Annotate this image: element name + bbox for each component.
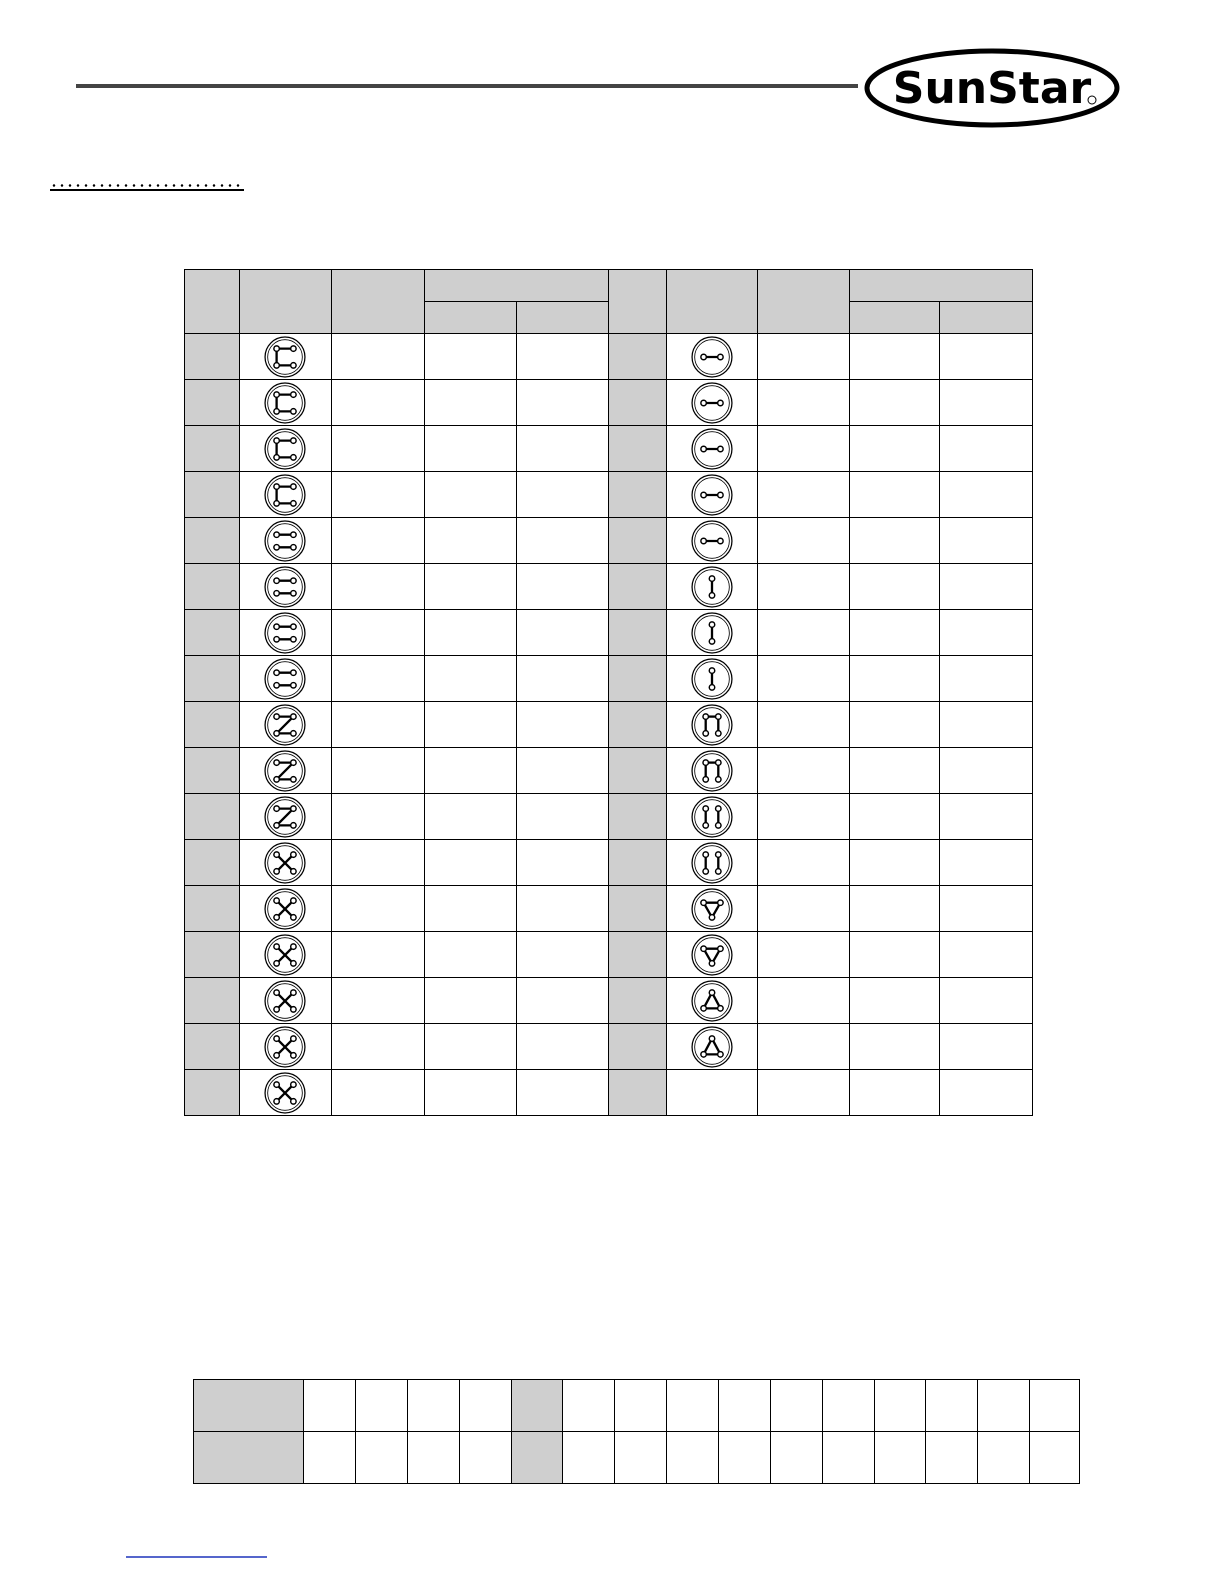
size-y-left	[516, 794, 609, 840]
code-cell-right	[758, 472, 850, 518]
pattern-icon-right	[667, 656, 758, 702]
size-y-left	[516, 978, 609, 1024]
code-cell-left	[331, 794, 424, 840]
bottom-cell	[459, 1380, 511, 1432]
sunstar-logo	[864, 48, 1120, 128]
row-number-left	[185, 656, 240, 702]
four-hole-horizontal-icon	[264, 612, 306, 654]
code-cell-left	[331, 610, 424, 656]
size-x-right	[850, 1070, 940, 1116]
table-row	[185, 748, 1033, 794]
footer-link-underline[interactable]	[126, 1556, 267, 1558]
bottom-cell	[407, 1432, 459, 1484]
pattern-icon-left	[239, 748, 331, 794]
row-number-left	[185, 794, 240, 840]
bottom-cell	[1030, 1432, 1080, 1484]
four-hole-parallel-icon	[264, 336, 306, 378]
pattern-icon-right	[667, 610, 758, 656]
code-cell-left	[331, 1024, 424, 1070]
row-number-left	[185, 932, 240, 978]
code-cell-left	[331, 472, 424, 518]
pattern-icon-right	[667, 748, 758, 794]
size-y-left	[516, 518, 609, 564]
code-cell-left	[331, 380, 424, 426]
table-row	[185, 840, 1033, 886]
row-number-left	[185, 564, 240, 610]
three-hole-down-icon	[691, 934, 733, 976]
header-no-right	[609, 270, 667, 334]
size-x-left	[424, 564, 516, 610]
size-x-right	[850, 656, 940, 702]
size-x-left	[424, 426, 516, 472]
four-hole-u-icon	[691, 704, 733, 746]
code-cell-right	[758, 1070, 850, 1116]
bottom-cell	[667, 1432, 719, 1484]
bottom-cell	[822, 1432, 874, 1484]
row-number-left	[185, 1024, 240, 1070]
table-row	[185, 426, 1033, 472]
four-hole-z-icon	[264, 704, 306, 746]
row-number-right	[609, 1024, 667, 1070]
pattern-icon-left	[239, 702, 331, 748]
four-hole-u-icon	[691, 750, 733, 792]
sewing-pattern-table	[184, 269, 1033, 1116]
bottom-table-row	[194, 1380, 1080, 1432]
bottom-cell	[874, 1380, 926, 1432]
table-row	[185, 1070, 1033, 1116]
pattern-icon-left	[239, 518, 331, 564]
two-hole-horizontal-icon	[691, 520, 733, 562]
row-number-left	[185, 610, 240, 656]
bottom-cell	[718, 1432, 770, 1484]
pattern-icon-left	[239, 978, 331, 1024]
row-number-left	[185, 518, 240, 564]
pattern-icon-right	[667, 334, 758, 380]
pattern-icon-right	[667, 932, 758, 978]
four-hole-horizontal-icon	[264, 658, 306, 700]
section-heading-dots	[50, 176, 244, 191]
bottom-cell	[926, 1380, 978, 1432]
table-row	[185, 794, 1033, 840]
table-row	[185, 886, 1033, 932]
bottom-cell	[874, 1432, 926, 1484]
four-hole-z-icon	[264, 750, 306, 792]
bottom-cell	[667, 1380, 719, 1432]
code-cell-right	[758, 886, 850, 932]
code-cell-left	[331, 564, 424, 610]
row-number-right	[609, 840, 667, 886]
two-hole-vertical-icon	[691, 612, 733, 654]
four-hole-cross-icon	[264, 1072, 306, 1114]
header-pattern-left	[239, 270, 331, 334]
bottom-cell	[615, 1432, 667, 1484]
table-row	[185, 564, 1033, 610]
code-cell-right	[758, 794, 850, 840]
pattern-icon-left	[239, 886, 331, 932]
pattern-icon-left	[239, 334, 331, 380]
size-y-left	[516, 334, 609, 380]
size-y-right	[940, 472, 1033, 518]
size-y-right	[940, 748, 1033, 794]
bottom-row-header	[194, 1380, 304, 1432]
size-y-left	[516, 1070, 609, 1116]
code-cell-right	[758, 840, 850, 886]
size-y-left	[516, 748, 609, 794]
size-y-right	[940, 610, 1033, 656]
code-cell-left	[331, 748, 424, 794]
size-y-left	[516, 472, 609, 518]
bottom-parameter-table	[193, 1379, 1080, 1484]
size-y-left	[516, 380, 609, 426]
pattern-icon-left	[239, 794, 331, 840]
size-x-right	[850, 886, 940, 932]
size-x-right	[850, 564, 940, 610]
code-cell-right	[758, 610, 850, 656]
pattern-icon-left	[239, 840, 331, 886]
code-cell-left	[331, 840, 424, 886]
two-hole-horizontal-icon	[691, 474, 733, 516]
code-cell-right	[758, 978, 850, 1024]
four-hole-parallel-icon	[264, 474, 306, 516]
bottom-cell	[615, 1380, 667, 1432]
size-x-left	[424, 656, 516, 702]
pattern-icon-right	[667, 840, 758, 886]
code-cell-left	[331, 426, 424, 472]
bottom-cell	[563, 1380, 615, 1432]
size-x-right	[850, 472, 940, 518]
size-x-right	[850, 380, 940, 426]
row-number-right	[609, 334, 667, 380]
size-y-right	[940, 518, 1033, 564]
code-cell-left	[331, 978, 424, 1024]
row-number-right	[609, 472, 667, 518]
code-cell-left	[331, 702, 424, 748]
row-number-right	[609, 932, 667, 978]
bottom-cell	[459, 1432, 511, 1484]
size-x-left	[424, 932, 516, 978]
three-hole-down-icon	[691, 888, 733, 930]
four-hole-vertical-icon	[691, 796, 733, 838]
row-number-left	[185, 380, 240, 426]
header-size-right	[850, 270, 1033, 302]
two-hole-vertical-icon	[691, 566, 733, 608]
header-code-left	[331, 270, 424, 334]
pattern-icon-right	[667, 518, 758, 564]
table-row	[185, 702, 1033, 748]
size-y-left	[516, 656, 609, 702]
size-y-right	[940, 334, 1033, 380]
table-row	[185, 610, 1033, 656]
header-no-left	[185, 270, 240, 334]
size-x-right	[850, 702, 940, 748]
size-y-left	[516, 886, 609, 932]
pattern-icon-right	[667, 1024, 758, 1070]
row-number-right	[609, 702, 667, 748]
row-number-right	[609, 518, 667, 564]
logo-text: SunStar	[892, 63, 1092, 114]
row-number-right	[609, 610, 667, 656]
size-x-right	[850, 610, 940, 656]
size-y-right	[940, 932, 1033, 978]
code-cell-left	[331, 932, 424, 978]
row-number-left	[185, 334, 240, 380]
bottom-cell	[304, 1380, 356, 1432]
four-hole-parallel-icon	[264, 382, 306, 424]
size-y-right	[940, 886, 1033, 932]
size-x-right	[850, 518, 940, 564]
pattern-icon-right	[667, 472, 758, 518]
size-y-right	[940, 1024, 1033, 1070]
bottom-row-header	[194, 1432, 304, 1484]
four-hole-parallel-icon	[264, 428, 306, 470]
row-number-right	[609, 748, 667, 794]
row-number-left	[185, 886, 240, 932]
code-cell-left	[331, 518, 424, 564]
table-row	[185, 518, 1033, 564]
subheader-y-right	[940, 302, 1033, 334]
bottom-cell	[926, 1432, 978, 1484]
two-hole-horizontal-icon	[691, 336, 733, 378]
size-y-left	[516, 564, 609, 610]
size-y-right	[940, 978, 1033, 1024]
pattern-icon-left	[239, 564, 331, 610]
four-hole-cross-icon	[264, 1026, 306, 1068]
header-pattern-right	[667, 270, 758, 334]
header-size-left	[424, 270, 609, 302]
size-y-left	[516, 426, 609, 472]
bottom-cell	[407, 1380, 459, 1432]
bottom-cell	[511, 1432, 563, 1484]
code-cell-left	[331, 1070, 424, 1116]
code-cell-right	[758, 518, 850, 564]
pattern-icon-right	[667, 564, 758, 610]
four-hole-horizontal-icon	[264, 566, 306, 608]
pattern-icon-left	[239, 426, 331, 472]
table-row	[185, 1024, 1033, 1070]
size-y-left	[516, 702, 609, 748]
pattern-icon-left	[239, 656, 331, 702]
four-hole-cross-icon	[264, 934, 306, 976]
size-x-left	[424, 794, 516, 840]
size-y-left	[516, 1024, 609, 1070]
bottom-cell	[718, 1380, 770, 1432]
table-row	[185, 334, 1033, 380]
pattern-icon-left	[239, 1024, 331, 1070]
pattern-icon-left	[239, 472, 331, 518]
code-cell-left	[331, 334, 424, 380]
code-cell-right	[758, 748, 850, 794]
pattern-icon-right	[667, 1070, 758, 1116]
size-x-left	[424, 380, 516, 426]
table-row	[185, 380, 1033, 426]
code-cell-right	[758, 932, 850, 978]
size-x-left	[424, 1024, 516, 1070]
size-y-left	[516, 610, 609, 656]
bottom-cell	[355, 1380, 407, 1432]
bottom-table-row	[194, 1432, 1080, 1484]
pattern-icon-left	[239, 380, 331, 426]
two-hole-horizontal-icon	[691, 428, 733, 470]
bottom-cell	[770, 1380, 822, 1432]
pattern-icon-right	[667, 978, 758, 1024]
header-rule	[76, 84, 858, 88]
two-hole-horizontal-icon	[691, 382, 733, 424]
size-x-right	[850, 932, 940, 978]
row-number-left	[185, 748, 240, 794]
subheader-y-left	[516, 302, 609, 334]
size-y-left	[516, 840, 609, 886]
size-x-left	[424, 610, 516, 656]
pattern-icon-left	[239, 932, 331, 978]
table-row	[185, 656, 1033, 702]
bottom-cell	[978, 1380, 1030, 1432]
code-cell-right	[758, 656, 850, 702]
size-x-left	[424, 518, 516, 564]
size-y-right	[940, 702, 1033, 748]
size-x-right	[850, 334, 940, 380]
code-cell-right	[758, 334, 850, 380]
row-number-left	[185, 978, 240, 1024]
size-x-right	[850, 748, 940, 794]
row-number-left	[185, 1070, 240, 1116]
pattern-icon-right	[667, 794, 758, 840]
pattern-icon-left	[239, 1070, 331, 1116]
bottom-cell	[822, 1380, 874, 1432]
size-x-right	[850, 1024, 940, 1070]
size-x-right	[850, 794, 940, 840]
table-header-row	[185, 270, 1033, 302]
four-hole-horizontal-icon	[264, 520, 306, 562]
row-number-left	[185, 472, 240, 518]
size-y-right	[940, 840, 1033, 886]
size-x-left	[424, 334, 516, 380]
four-hole-cross-icon	[264, 888, 306, 930]
size-x-left	[424, 1070, 516, 1116]
bottom-cell	[770, 1432, 822, 1484]
size-y-right	[940, 380, 1033, 426]
code-cell-left	[331, 886, 424, 932]
bottom-cell	[563, 1432, 615, 1484]
four-hole-vertical-icon	[691, 842, 733, 884]
size-y-right	[940, 564, 1033, 610]
size-x-left	[424, 978, 516, 1024]
size-x-right	[850, 840, 940, 886]
code-cell-right	[758, 702, 850, 748]
subheader-x-left	[424, 302, 516, 334]
bottom-cell	[355, 1432, 407, 1484]
size-x-left	[424, 840, 516, 886]
size-x-left	[424, 886, 516, 932]
pattern-icon-right	[667, 886, 758, 932]
row-number-right	[609, 794, 667, 840]
code-cell-right	[758, 564, 850, 610]
subheader-x-right	[850, 302, 940, 334]
row-number-left	[185, 702, 240, 748]
table-row	[185, 472, 1033, 518]
three-hole-up-icon	[691, 980, 733, 1022]
row-number-right	[609, 978, 667, 1024]
header-code-right	[758, 270, 850, 334]
size-y-right	[940, 426, 1033, 472]
size-y-right	[940, 656, 1033, 702]
size-x-left	[424, 472, 516, 518]
four-hole-cross-icon	[264, 980, 306, 1022]
size-y-right	[940, 794, 1033, 840]
size-x-right	[850, 978, 940, 1024]
four-hole-cross-icon	[264, 842, 306, 884]
pattern-icon-right	[667, 380, 758, 426]
bottom-cell	[978, 1432, 1030, 1484]
code-cell-right	[758, 1024, 850, 1070]
size-y-right	[940, 1070, 1033, 1116]
row-number-right	[609, 380, 667, 426]
size-x-right	[850, 426, 940, 472]
row-number-right	[609, 656, 667, 702]
four-hole-z-icon	[264, 796, 306, 838]
row-number-right	[609, 564, 667, 610]
code-cell-right	[758, 380, 850, 426]
row-number-left	[185, 426, 240, 472]
pattern-icon-right	[667, 702, 758, 748]
code-cell-right	[758, 426, 850, 472]
bottom-cell	[1030, 1380, 1080, 1432]
size-x-left	[424, 748, 516, 794]
row-number-right	[609, 426, 667, 472]
three-hole-up-icon	[691, 1026, 733, 1068]
code-cell-left	[331, 656, 424, 702]
size-x-left	[424, 702, 516, 748]
bottom-cell	[511, 1380, 563, 1432]
table-row	[185, 932, 1033, 978]
row-number-right	[609, 886, 667, 932]
bottom-cell	[304, 1432, 356, 1484]
size-y-left	[516, 932, 609, 978]
table-row	[185, 978, 1033, 1024]
row-number-left	[185, 840, 240, 886]
pattern-icon-left	[239, 610, 331, 656]
two-hole-vertical-icon	[691, 658, 733, 700]
row-number-right	[609, 1070, 667, 1116]
pattern-icon-right	[667, 426, 758, 472]
